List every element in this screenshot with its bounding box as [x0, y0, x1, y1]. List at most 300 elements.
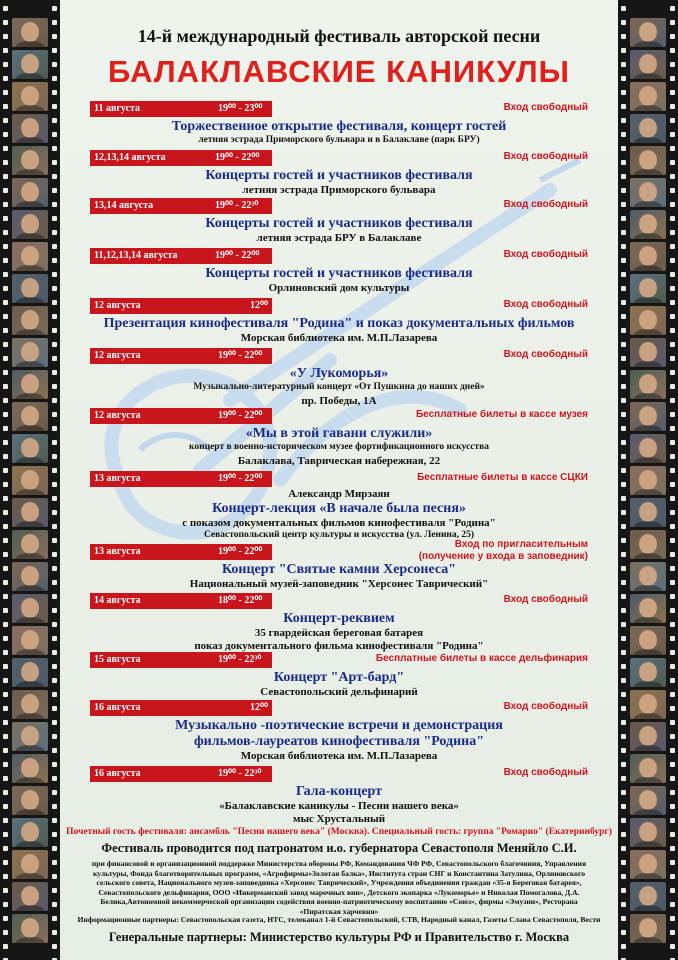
film-perforation — [52, 510, 57, 515]
event-date: 13 августа — [94, 473, 141, 484]
film-perforation — [52, 216, 57, 221]
film-perforation — [52, 160, 57, 165]
event-date: 12 августа — [94, 410, 141, 421]
performer-photo — [630, 306, 666, 335]
film-perforation — [3, 776, 8, 781]
film-perforation — [3, 90, 8, 95]
film-perforation — [621, 580, 626, 585]
film-perforation — [621, 258, 626, 263]
performer-photo — [630, 498, 666, 527]
film-perforation — [621, 678, 626, 683]
event-detail-line: 35 гвардейская береговая батарея — [254, 627, 424, 639]
film-perforation — [621, 902, 626, 907]
film-perforation — [621, 230, 626, 235]
film-perforation — [3, 734, 8, 739]
performer-photo — [12, 210, 48, 239]
film-perforation — [52, 804, 57, 809]
film-perforation — [52, 706, 57, 711]
performer-photo — [630, 50, 666, 79]
film-perforation — [670, 188, 675, 193]
film-perforation — [3, 356, 8, 361]
performer-photo — [630, 466, 666, 495]
film-perforation — [52, 818, 57, 823]
film-perforation — [670, 118, 675, 123]
film-perforation — [52, 118, 57, 123]
film-perforation — [52, 132, 57, 137]
film-perforation — [52, 34, 57, 39]
film-perforation — [621, 174, 626, 179]
film-perforation — [3, 370, 8, 375]
event-date-bar — [90, 150, 272, 166]
film-perforation — [621, 650, 626, 655]
film-perforation — [52, 636, 57, 641]
film-perforation — [52, 552, 57, 557]
performer-photo — [630, 370, 666, 399]
event-time: 19⁰⁰ - 22⁰⁰ — [218, 410, 263, 421]
film-perforation — [621, 636, 626, 641]
performer-photo — [630, 530, 666, 559]
film-perforation — [3, 888, 8, 893]
event-title: «У Лукоморья» — [289, 366, 389, 381]
event-detail-line: Севастопольский дельфинарий — [260, 686, 418, 698]
event-date: 12,13,14 августа — [94, 152, 166, 163]
film-perforation — [52, 650, 57, 655]
film-perforation — [621, 762, 626, 767]
film-perforation — [670, 636, 675, 641]
film-perforation — [670, 370, 675, 375]
film-perforation — [3, 566, 8, 571]
film-perforation — [3, 160, 8, 165]
event-entry-note: Вход свободный — [503, 151, 588, 162]
event-date-bar — [90, 593, 272, 609]
film-perforation — [3, 384, 8, 389]
support-sponsors: при финансовой и организационной поддержке Министерства обороны РФ, Командования ЧФ РФ, Севастопольского благочиния, Управления культуры, Фонда благотворительных программ, «Агрофирмы»Золотая балка», Института стран СНГ и Константина Затулина, Орлиновского сельского совета, Национального музея-заповедника «Херсонес Таврический», Учреждения объединения граждан «35-я Береговая батарея», Севастопольского дельфинария, ООО «Инкерманский завод марочных вин», Детского экопарка «Лукоморье» и Николая Помогалова, Д.А. Белика,Автономной некоммерческой организации содействия военно-патриотическому воспитанию «Союз», фирмы «Эмузин», Ресторана «Пиратская харчевня» — [91, 859, 587, 916]
film-perforation — [52, 580, 57, 585]
film-perforation — [670, 664, 675, 669]
event-time: 19⁰⁰ - 22³⁰ — [218, 654, 262, 665]
film-perforation — [3, 538, 8, 543]
film-perforation — [52, 90, 57, 95]
film-perforation — [621, 356, 626, 361]
performer-photo — [12, 50, 48, 79]
poster-content — [62, 0, 616, 960]
film-perforation — [670, 580, 675, 585]
film-perforation — [52, 174, 57, 179]
performer-photo — [630, 914, 666, 943]
event-date-bar — [90, 766, 272, 782]
honored-guest-note: Почетный гость фестиваля: ансамбль "Песни нашего века" (Москва). Специальный гость: группа "Ромарио" (Екатеринбург) — [66, 827, 612, 837]
film-perforation — [52, 930, 57, 935]
event-time: 19⁰⁰ - 22³⁰ — [218, 768, 262, 779]
film-perforation — [52, 440, 57, 445]
event-date: 16 августа — [94, 702, 141, 713]
film-perforation — [3, 720, 8, 725]
film-perforation — [621, 944, 626, 949]
event-entry-note-detail: (получение у входа в заповедник) — [418, 551, 588, 562]
film-perforation — [52, 454, 57, 459]
film-perforation — [670, 34, 675, 39]
film-perforation — [670, 300, 675, 305]
event-detail-line: Севастопольский центр культуры и искусства (ул. Ленина, 25) — [203, 530, 475, 540]
event-time: 12⁰⁰ — [250, 300, 269, 311]
film-perforation — [670, 244, 675, 249]
film-perforation — [621, 104, 626, 109]
event-detail-line: Балаклава, Таврическая набережная, 22 — [237, 455, 441, 467]
film-perforation — [3, 258, 8, 263]
film-perforation — [670, 720, 675, 725]
film-perforation — [3, 594, 8, 599]
film-perforation — [670, 650, 675, 655]
performer-photo — [12, 306, 48, 335]
film-perforation — [621, 608, 626, 613]
event-date: 12 августа — [94, 350, 141, 361]
film-perforation — [52, 384, 57, 389]
film-perforation — [3, 286, 8, 291]
event-date-bar — [90, 298, 272, 314]
performer-photo — [12, 338, 48, 367]
film-perforation — [621, 706, 626, 711]
event-time: 18⁰⁰ - 22⁰⁰ — [218, 595, 263, 606]
performer-photo — [12, 370, 48, 399]
performer-photo — [12, 786, 48, 815]
film-perforation — [621, 188, 626, 193]
film-perforation — [621, 818, 626, 823]
film-perforation — [52, 874, 57, 879]
film-perforation — [3, 132, 8, 137]
film-perforation — [670, 384, 675, 389]
film-perforation — [52, 734, 57, 739]
film-perforation — [670, 538, 675, 543]
film-perforation — [3, 6, 8, 11]
film-perforation — [670, 62, 675, 67]
film-perforation — [621, 6, 626, 11]
event-performer: Александр Мирзаян — [288, 488, 390, 500]
film-perforation — [621, 552, 626, 557]
film-perforation — [621, 48, 626, 53]
film-perforation — [670, 314, 675, 319]
performer-photo — [12, 562, 48, 591]
film-perforation — [670, 440, 675, 445]
film-perforation — [52, 720, 57, 725]
event-title: Гала-концерт — [295, 784, 383, 799]
event-title: Концерт-реквием — [283, 611, 395, 626]
film-perforation — [621, 216, 626, 221]
film-perforation — [3, 76, 8, 81]
film-perforation — [621, 720, 626, 725]
film-perforation — [3, 762, 8, 767]
right-film-strip — [618, 0, 678, 960]
event-detail-line: Музыкально-литературный концерт «От Пушкина до наших дней» — [193, 382, 485, 392]
film-perforation — [621, 524, 626, 529]
event-entry-note: Бесплатные билеты в кассе музея — [415, 409, 588, 420]
film-perforation — [3, 454, 8, 459]
performer-photo — [12, 466, 48, 495]
film-perforation — [670, 216, 675, 221]
performer-photo — [12, 914, 48, 943]
film-perforation — [670, 510, 675, 515]
event-entry-note: Вход свободный — [503, 767, 588, 778]
film-perforation — [621, 510, 626, 515]
film-perforation — [670, 454, 675, 459]
event-title: Торжественное открытие фестиваля, концерт гостей — [171, 119, 507, 134]
film-perforation — [670, 790, 675, 795]
film-perforation — [621, 286, 626, 291]
film-perforation — [670, 818, 675, 823]
event-detail-line: пр. Победы, 1А — [301, 395, 377, 407]
event-date-bar — [90, 700, 272, 716]
event-detail-line: Морская библиотека им. М.П.Лазарева — [240, 750, 438, 762]
film-perforation — [670, 692, 675, 697]
performer-photo — [630, 626, 666, 655]
performer-photo — [630, 690, 666, 719]
event-date: 13 августа — [94, 546, 141, 557]
event-detail-line: летняя эстрада Приморского бульвара — [242, 184, 436, 196]
film-perforation — [52, 594, 57, 599]
event-detail-line: Орлиновский дом культуры — [268, 282, 410, 294]
film-perforation — [3, 804, 8, 809]
film-perforation — [621, 412, 626, 417]
performer-photo — [630, 178, 666, 207]
film-perforation — [621, 62, 626, 67]
event-date-bar — [90, 198, 272, 214]
event-detail-line: летняя эстрада Приморского бульвара и в Балаклаве (парк БРУ) — [198, 135, 480, 145]
film-perforation — [3, 426, 8, 431]
film-perforation — [3, 874, 8, 879]
patronage-line: Фестиваль проводится под патронатом и.о. губернатора Севастополя Меняйло С.И. — [101, 841, 577, 855]
event-title: «Мы в этой гавани служили» — [245, 426, 433, 441]
film-perforation — [670, 762, 675, 767]
event-time: 19⁰⁰ - 22⁰⁰ — [218, 546, 263, 557]
performer-photo — [12, 114, 48, 143]
film-perforation — [621, 300, 626, 305]
film-perforation — [621, 664, 626, 669]
event-title: Презентация кинофестиваля "Родина" и показ документальных фильмов — [103, 316, 575, 331]
film-perforation — [52, 230, 57, 235]
event-entry-note: Вход свободный — [503, 102, 588, 113]
performer-photo — [630, 274, 666, 303]
film-perforation — [52, 678, 57, 683]
event-entry-note: Вход свободный — [503, 199, 588, 210]
film-perforation — [3, 678, 8, 683]
film-perforation — [670, 734, 675, 739]
event-date: 12 августа — [94, 300, 141, 311]
film-perforation — [621, 90, 626, 95]
event-title-line2: фильмов-лауреатов кинофестиваля "Родина" — [193, 734, 485, 749]
performer-photo — [12, 818, 48, 847]
film-perforation — [3, 468, 8, 473]
event-time: 19⁰⁰ - 22⁰⁰ — [218, 473, 263, 484]
film-perforation — [3, 230, 8, 235]
film-perforation — [621, 160, 626, 165]
film-perforation — [621, 566, 626, 571]
performer-photo — [630, 882, 666, 911]
film-perforation — [3, 48, 8, 53]
film-perforation — [670, 944, 675, 949]
performer-photo — [630, 658, 666, 687]
film-perforation — [3, 916, 8, 921]
film-perforation — [670, 146, 675, 151]
film-perforation — [3, 174, 8, 179]
film-perforation — [52, 692, 57, 697]
film-perforation — [621, 118, 626, 123]
film-perforation — [670, 468, 675, 473]
event-time: 19⁰⁰ - 22⁰⁰ — [218, 350, 263, 361]
event-title: Концерты гостей и участников фестиваля — [205, 216, 473, 231]
film-perforation — [52, 482, 57, 487]
film-perforation — [670, 328, 675, 333]
film-perforation — [670, 272, 675, 277]
performer-photo — [12, 242, 48, 271]
film-perforation — [621, 132, 626, 137]
film-perforation — [3, 832, 8, 837]
event-detail-line: показ документального фильма кинофестиваля "Родина" — [194, 640, 484, 652]
film-perforation — [52, 104, 57, 109]
film-perforation — [621, 804, 626, 809]
event-time: 19⁰⁰ - 22⁰⁰ — [215, 152, 260, 163]
film-perforation — [3, 244, 8, 249]
film-perforation — [3, 202, 8, 207]
event-detail-line: Национальный музей-заповедник "Херсонес Таврический" — [189, 578, 489, 590]
event-time: 19⁰⁰ - 22⁰⁰ — [215, 250, 260, 261]
event-detail-line: мыс Хрустальный — [292, 813, 386, 825]
film-perforation — [670, 496, 675, 501]
event-time: 19⁰⁰ - 22³⁰ — [215, 200, 259, 211]
film-perforation — [52, 398, 57, 403]
event-date-bar — [90, 101, 272, 117]
film-perforation — [670, 230, 675, 235]
film-perforation — [3, 412, 8, 417]
film-perforation — [621, 272, 626, 277]
film-perforation — [3, 104, 8, 109]
performer-photo — [12, 434, 48, 463]
film-perforation — [3, 930, 8, 935]
film-perforation — [52, 202, 57, 207]
film-perforation — [52, 664, 57, 669]
film-perforation — [670, 566, 675, 571]
film-perforation — [3, 608, 8, 613]
film-perforation — [52, 622, 57, 627]
film-perforation — [670, 342, 675, 347]
film-perforation — [3, 650, 8, 655]
event-entry-note: Бесплатные билеты в кассе СЦКИ — [417, 472, 588, 483]
film-perforation — [670, 706, 675, 711]
event-entry-note: Вход свободный — [503, 349, 588, 360]
film-perforation — [670, 76, 675, 81]
film-perforation — [621, 202, 626, 207]
film-perforation — [52, 300, 57, 305]
performer-photo — [12, 146, 48, 175]
film-perforation — [3, 692, 8, 697]
film-perforation — [621, 440, 626, 445]
film-perforation — [621, 846, 626, 851]
event-title: Музыкально -поэтические встречи и демонстрация — [175, 718, 503, 733]
film-perforation — [670, 174, 675, 179]
film-perforation — [670, 202, 675, 207]
film-perforation — [52, 412, 57, 417]
film-perforation — [670, 552, 675, 557]
film-perforation — [52, 846, 57, 851]
event-time: 19⁰⁰ - 23⁰⁰ — [218, 103, 263, 114]
film-perforation — [52, 244, 57, 249]
film-perforation — [3, 664, 8, 669]
film-perforation — [670, 48, 675, 53]
film-perforation — [670, 776, 675, 781]
performer-photo — [630, 402, 666, 431]
film-perforation — [670, 412, 675, 417]
film-perforation — [3, 622, 8, 627]
film-perforation — [670, 804, 675, 809]
film-perforation — [3, 944, 8, 949]
film-perforation — [621, 748, 626, 753]
film-perforation — [52, 146, 57, 151]
film-perforation — [52, 62, 57, 67]
film-perforation — [52, 524, 57, 529]
performer-photo — [630, 786, 666, 815]
film-perforation — [621, 398, 626, 403]
film-perforation — [670, 356, 675, 361]
event-time: 12⁰⁰ — [250, 702, 269, 713]
film-perforation — [3, 188, 8, 193]
film-perforation — [621, 384, 626, 389]
film-perforation — [621, 790, 626, 795]
film-perforation — [3, 272, 8, 277]
film-perforation — [670, 6, 675, 11]
film-perforation — [670, 916, 675, 921]
film-perforation — [621, 244, 626, 249]
film-perforation — [52, 860, 57, 865]
performer-photo — [12, 274, 48, 303]
event-date: 13,14 августа — [94, 200, 154, 211]
performer-photo — [630, 146, 666, 175]
film-perforation — [3, 216, 8, 221]
left-film-strip — [0, 0, 60, 960]
film-perforation — [3, 300, 8, 305]
film-perforation — [52, 944, 57, 949]
film-perforation — [670, 398, 675, 403]
event-detail-line: «Балаклавские каникулы - Песни нашего века» — [219, 800, 459, 812]
film-perforation — [3, 496, 8, 501]
film-perforation — [621, 496, 626, 501]
film-perforation — [621, 832, 626, 837]
film-perforation — [621, 692, 626, 697]
film-perforation — [670, 258, 675, 263]
film-perforation — [52, 496, 57, 501]
performer-photo — [12, 850, 48, 879]
performer-photo — [630, 562, 666, 591]
film-perforation — [3, 482, 8, 487]
film-perforation — [670, 622, 675, 627]
film-perforation — [621, 860, 626, 865]
film-perforation — [621, 34, 626, 39]
event-date: 14 августа — [94, 595, 141, 606]
event-entry-note: Вход свободный — [503, 249, 588, 260]
film-perforation — [3, 524, 8, 529]
event-title: Концерты гостей и участников фестиваля — [205, 266, 473, 281]
film-perforation — [621, 776, 626, 781]
event-entry-note: Вход свободный — [503, 701, 588, 712]
festival-subtitle: 14-й международный фестиваль авторской песни — [137, 26, 541, 46]
film-perforation — [670, 832, 675, 837]
event-entry-note: Вход по пригласительным — [454, 539, 588, 550]
film-perforation — [670, 860, 675, 865]
film-perforation — [52, 538, 57, 543]
event-title: Концерт "Арт-бард" — [273, 670, 405, 685]
performer-photo — [12, 626, 48, 655]
film-perforation — [52, 356, 57, 361]
film-perforation — [670, 104, 675, 109]
film-perforation — [52, 832, 57, 837]
performer-photo — [630, 850, 666, 879]
